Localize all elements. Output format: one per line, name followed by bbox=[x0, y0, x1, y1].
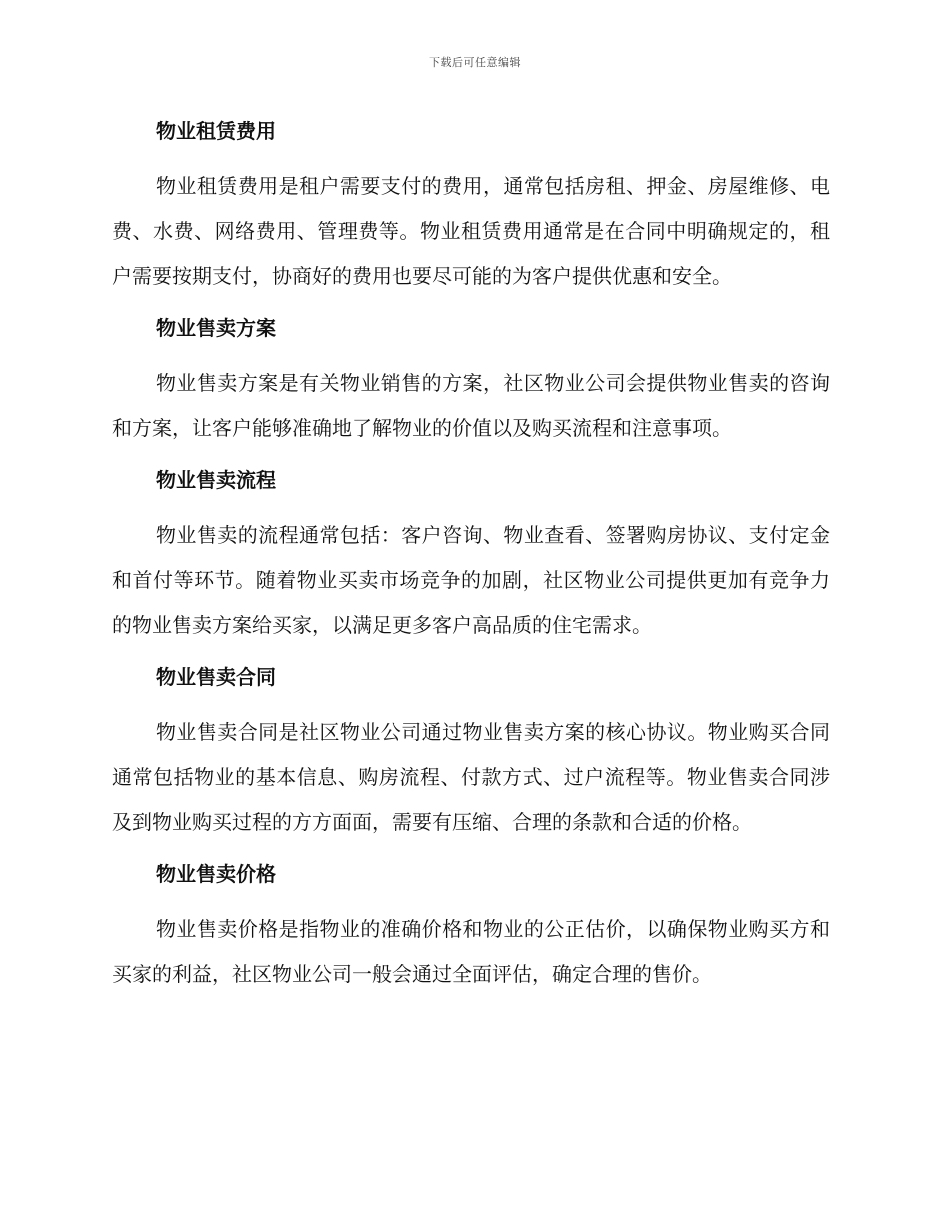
section-heading: 物业售卖合同 bbox=[156, 665, 276, 689]
section-heading: 物业售卖方案 bbox=[156, 316, 276, 340]
section-heading: 物业售卖流程 bbox=[156, 468, 276, 492]
section-paragraph: 物业售卖的流程通常包括：客户咨询、物业查看、签署购房协议、支付定金和首付等环节。随着物业买卖市场竞争的加剧，社区物业公司提供更加有竞争力的物业售卖方案给买家，以满足更多客户高品质的住宅需求。 bbox=[112, 523, 830, 637]
section-heading: 物业租赁费用 bbox=[156, 119, 276, 143]
document-content bbox=[112, 110, 830, 1011]
section-paragraph: 物业售卖价格是指物业的准确价格和物业的公正估价，以确保物业购买方和买家的利益，社区物业公司一般会通过全面评估，确定合理的售价。 bbox=[112, 917, 830, 986]
section-paragraph: 物业售卖合同是社区物业公司通过物业售卖方案的核心协议。物业购买合同通常包括物业的基本信息、购房流程、付款方式、过户流程等。物业售卖合同涉及到物业购买过程的方方面面，需要有压缩、合理的条款和合适的价格。 bbox=[112, 720, 830, 834]
section-paragraph: 物业租赁费用是租户需要支付的费用，通常包括房租、押金、房屋维修、电费、水费、网络费用、管理费等。物业租赁费用通常是在合同中明确规定的，租户需要按期支付，协商好的费用也要尽可能的为客户提供优惠和安全。 bbox=[112, 174, 830, 288]
section-heading: 物业售卖价格 bbox=[156, 862, 276, 886]
page-header: 下载后可任意编辑 bbox=[429, 56, 521, 69]
section-paragraph: 物业售卖方案是有关物业销售的方案，社区物业公司会提供物业售卖的咨询和方案，让客户能够准确地了解物业的价值以及购买流程和注意事项。 bbox=[112, 371, 830, 440]
